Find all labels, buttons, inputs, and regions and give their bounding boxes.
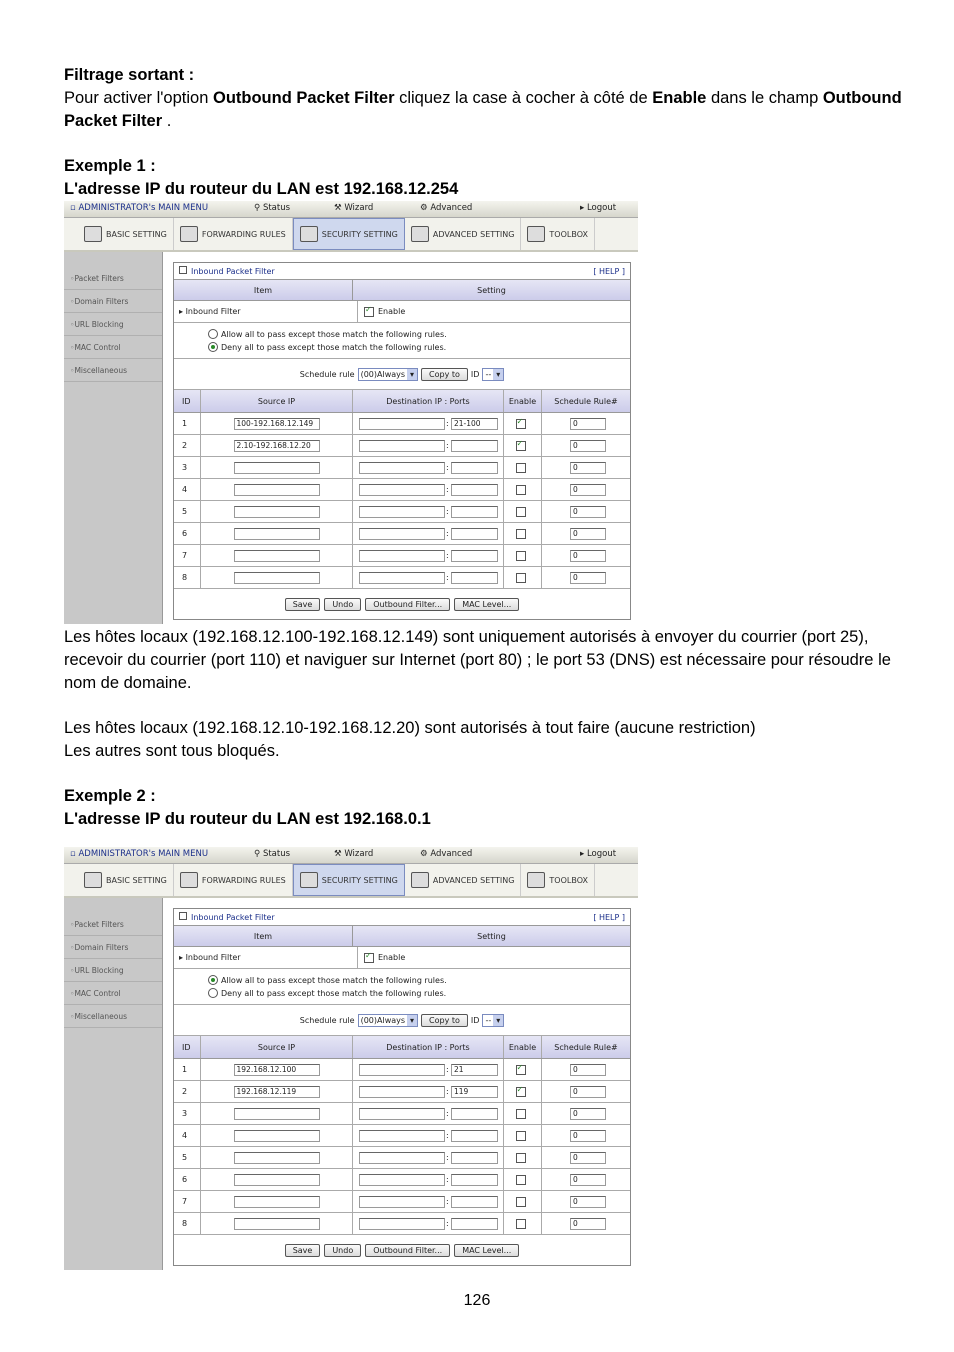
table-row bbox=[174, 545, 630, 567]
advanced-setting-icon bbox=[411, 226, 429, 242]
button-row bbox=[174, 1235, 630, 1265]
table-row bbox=[174, 1147, 630, 1169]
rules-table-header bbox=[174, 390, 630, 413]
rule-id: 3 bbox=[174, 457, 201, 478]
ports-input[interactable] bbox=[451, 484, 498, 496]
schedule-row bbox=[174, 1005, 630, 1036]
destination-ip-input[interactable] bbox=[359, 550, 445, 562]
example2-screenshot bbox=[64, 847, 638, 1270]
section-intro bbox=[64, 64, 904, 133]
ports-input[interactable]: 21 bbox=[451, 1064, 498, 1076]
allow-radio[interactable] bbox=[208, 329, 218, 339]
rule-id: 5 bbox=[174, 501, 201, 522]
col-setting-header: Setting bbox=[477, 931, 506, 941]
table-row bbox=[174, 479, 630, 501]
source-ip-input[interactable] bbox=[234, 1108, 320, 1120]
rule-enable-checkbox[interactable] bbox=[516, 463, 526, 473]
table-row bbox=[174, 1125, 630, 1147]
outbound-filter-button[interactable]: Outbound Filter... bbox=[365, 598, 450, 611]
intro-text: Pour activer l'option Outbound Packet Filter cliquez la case à cocher à côté de Enable dans le champ Outbound Packet Filter . bbox=[64, 89, 902, 130]
ports-input[interactable] bbox=[451, 506, 498, 518]
table-row bbox=[174, 523, 630, 545]
main-menu-link[interactable]: ▫ ADMINISTRATOR's MAIN MENU bbox=[70, 203, 209, 213]
basic-setting-icon bbox=[84, 872, 102, 888]
destination-ip-input[interactable] bbox=[359, 528, 445, 540]
port-separator: : bbox=[446, 1219, 449, 1228]
allow-radio-label: Allow all to pass except those match the following rules. bbox=[221, 329, 447, 339]
sidebar bbox=[64, 898, 163, 1270]
ports-input[interactable] bbox=[451, 1196, 498, 1208]
th-destination: Destination IP : Ports bbox=[353, 390, 504, 412]
rule-id: 6 bbox=[174, 1169, 201, 1190]
logout-link[interactable]: ▸ Logout bbox=[580, 203, 617, 213]
rule-enable-checkbox[interactable] bbox=[516, 1197, 526, 1207]
save-button[interactable]: Save bbox=[285, 1244, 321, 1257]
tab-security-setting[interactable]: SECURITY SETTING bbox=[293, 218, 405, 250]
toolbox-icon bbox=[527, 872, 545, 888]
advanced-setting-icon bbox=[411, 872, 429, 888]
rule-enable-checkbox[interactable] bbox=[516, 573, 526, 583]
filter-panel bbox=[173, 262, 631, 620]
schedule-rule-input[interactable]: 0 bbox=[570, 550, 606, 562]
undo-button[interactable]: Undo bbox=[324, 1244, 361, 1257]
schedule-rule-input[interactable]: 0 bbox=[570, 1130, 606, 1142]
schedule-rule-input[interactable]: 0 bbox=[570, 484, 606, 496]
deny-radio[interactable] bbox=[208, 988, 218, 998]
table-row bbox=[174, 1169, 630, 1191]
id-select[interactable]: -- ▾ bbox=[482, 1014, 504, 1027]
th-schedule: Schedule Rule# bbox=[554, 1042, 618, 1052]
example1-description: Les hôtes locaux (192.168.12.100-192.168.12.149) sont uniquement autorisés à envoyer du courrier (port 25), recevoir du courrier (port 110) et naviguer sur Internet (port 80) ; le port 53 (DNS) est nécessaire pour résoudre le nom de domaine. bbox=[64, 628, 891, 692]
schedule-rule-input[interactable]: 0 bbox=[570, 462, 606, 474]
destination-ip-input[interactable] bbox=[359, 506, 445, 518]
th-schedule: Schedule Rule# bbox=[554, 396, 618, 406]
schedule-rule-input[interactable]: 0 bbox=[570, 418, 606, 430]
ports-input[interactable] bbox=[451, 1152, 498, 1164]
table-row bbox=[174, 435, 630, 457]
filter-panel bbox=[173, 908, 631, 1266]
mac-level-button[interactable]: MAC Level... bbox=[454, 1244, 519, 1257]
port-separator: : bbox=[446, 551, 449, 560]
tab-basic-setting[interactable]: BASIC SETTING bbox=[78, 218, 174, 250]
rule-enable-checkbox[interactable] bbox=[516, 1065, 526, 1075]
panel-square-icon bbox=[179, 912, 187, 920]
source-ip-input[interactable] bbox=[234, 1174, 320, 1186]
destination-ip-input[interactable] bbox=[359, 1130, 445, 1142]
port-separator: : bbox=[446, 1197, 449, 1206]
destination-ip-input[interactable] bbox=[359, 1196, 445, 1208]
rules-table-header bbox=[174, 1036, 630, 1059]
th-id: ID bbox=[174, 390, 201, 412]
ports-input[interactable] bbox=[451, 1130, 498, 1142]
tab-advanced-setting[interactable]: ADVANCED SETTING bbox=[405, 218, 522, 250]
sidebar bbox=[64, 252, 163, 624]
port-separator: : bbox=[446, 441, 449, 450]
deny-radio-label: Deny all to pass except those match the following rules. bbox=[221, 342, 447, 352]
destination-ip-input[interactable] bbox=[359, 1086, 445, 1098]
source-ip-input[interactable] bbox=[234, 462, 320, 474]
destination-ip-input[interactable] bbox=[359, 1152, 445, 1164]
port-separator: : bbox=[446, 485, 449, 494]
enable-filter-checkbox[interactable] bbox=[364, 307, 374, 317]
rule-id: 6 bbox=[174, 523, 201, 544]
ports-input[interactable]: 119 bbox=[451, 1086, 498, 1098]
table-row bbox=[174, 1059, 630, 1081]
allow-radio-label: Allow all to pass except those match the following rules. bbox=[221, 975, 447, 985]
mode-radios bbox=[174, 323, 630, 359]
schedule-row bbox=[174, 359, 630, 390]
rule-id: 1 bbox=[174, 413, 201, 434]
rule-id: 2 bbox=[174, 1081, 201, 1102]
enable-label: Enable bbox=[378, 953, 406, 962]
port-separator: : bbox=[446, 1131, 449, 1140]
main-menu-link[interactable]: ▫ ADMINISTRATOR's MAIN MENU bbox=[70, 849, 209, 859]
top-menu-bar bbox=[64, 201, 638, 218]
rule-enable-checkbox[interactable] bbox=[516, 1087, 526, 1097]
tab-toolbox[interactable]: TOOLBOX bbox=[521, 864, 595, 896]
ports-input[interactable] bbox=[451, 462, 498, 474]
source-ip-input[interactable] bbox=[234, 1152, 320, 1164]
schedule-rule-input[interactable]: 0 bbox=[570, 1152, 606, 1164]
top-menu-bar bbox=[64, 847, 638, 864]
tab-basic-setting[interactable]: BASIC SETTING bbox=[78, 864, 174, 896]
mode-radios bbox=[174, 969, 630, 1005]
deny-radio[interactable] bbox=[208, 342, 218, 352]
source-ip-input[interactable] bbox=[234, 1130, 320, 1142]
example1-heading: Exemple 1 : L'adresse IP du routeur du LAN est 192.168.12.254 bbox=[64, 157, 459, 198]
ports-input[interactable] bbox=[451, 528, 498, 540]
security-setting-icon bbox=[300, 872, 318, 888]
schedule-rule-input[interactable]: 0 bbox=[570, 528, 606, 540]
deny-radio-label: Deny all to pass except those match the following rules. bbox=[221, 988, 447, 998]
th-source-ip: Source IP bbox=[201, 1036, 353, 1058]
schedule-rule-input[interactable]: 0 bbox=[570, 440, 606, 452]
panel-title: Inbound Packet Filter bbox=[191, 913, 275, 922]
port-separator: : bbox=[446, 507, 449, 516]
sidebar-item-domain-filters[interactable]: ◦ Domain Filters bbox=[64, 937, 162, 959]
rule-id: 8 bbox=[174, 1213, 201, 1234]
save-button[interactable]: Save bbox=[285, 598, 321, 611]
toolbox-icon bbox=[527, 226, 545, 242]
rules-table-body bbox=[174, 413, 630, 589]
schedule-rule-input[interactable]: 0 bbox=[570, 1218, 606, 1230]
schedule-select[interactable]: (00)Always ▾ bbox=[358, 1014, 418, 1027]
tab-toolbox[interactable]: TOOLBOX bbox=[521, 218, 595, 250]
sidebar-item-url-blocking[interactable]: ◦ URL Blocking bbox=[64, 314, 162, 336]
source-ip-input[interactable] bbox=[234, 1196, 320, 1208]
rule-enable-checkbox[interactable] bbox=[516, 1109, 526, 1119]
port-separator: : bbox=[446, 1087, 449, 1096]
destination-ip-input[interactable] bbox=[359, 1174, 445, 1186]
destination-ip-input[interactable] bbox=[359, 572, 445, 584]
col-setting-header: Setting bbox=[477, 285, 506, 295]
example1-note: Les hôtes locaux (192.168.12.10-192.168.12.20) sont autorisés à tout faire (aucune restriction) Les autres sont tous bloqués. bbox=[64, 719, 756, 760]
port-separator: : bbox=[446, 573, 449, 582]
panel-title-bar bbox=[174, 263, 630, 280]
advanced-link[interactable]: ⚙ Advanced bbox=[420, 203, 473, 213]
id-label: ID bbox=[470, 369, 480, 379]
help-link[interactable]: [ HELP ] bbox=[593, 266, 625, 276]
security-setting-icon bbox=[300, 226, 318, 242]
schedule-label: Schedule rule bbox=[299, 369, 355, 379]
sidebar-item-mac-control[interactable]: ◦ MAC Control bbox=[64, 983, 162, 1005]
basic-setting-icon bbox=[84, 226, 102, 242]
source-ip-input[interactable]: 2.10-192.168.12.20 bbox=[234, 440, 320, 452]
filter-label: Inbound Filter bbox=[185, 307, 241, 316]
rule-enable-checkbox[interactable] bbox=[516, 507, 526, 517]
rule-enable-checkbox[interactable] bbox=[516, 485, 526, 495]
wizard-link[interactable]: ⚒ Wizard bbox=[334, 849, 374, 859]
rule-id: 4 bbox=[174, 479, 201, 500]
id-select[interactable]: -- ▾ bbox=[482, 368, 504, 381]
rule-id: 8 bbox=[174, 567, 201, 588]
destination-ip-input[interactable] bbox=[359, 1064, 445, 1076]
panel-title-bar bbox=[174, 909, 630, 926]
rule-id: 5 bbox=[174, 1147, 201, 1168]
example1-screenshot bbox=[64, 201, 638, 624]
ports-input[interactable] bbox=[451, 1174, 498, 1186]
item-setting-header bbox=[174, 926, 630, 947]
destination-ip-input[interactable] bbox=[359, 462, 445, 474]
col-item-header: Item bbox=[174, 926, 353, 946]
forwarding-rules-icon bbox=[180, 226, 198, 242]
rule-id: 1 bbox=[174, 1059, 201, 1080]
copy-to-button[interactable]: Copy to bbox=[421, 1014, 468, 1027]
undo-button[interactable]: Undo bbox=[324, 598, 361, 611]
wizard-link[interactable]: ⚒ Wizard bbox=[334, 203, 374, 213]
filter-label: Inbound Filter bbox=[185, 953, 241, 962]
sidebar-item-packet-filters[interactable]: ◦ Packet Filters bbox=[64, 914, 162, 936]
forwarding-rules-icon bbox=[180, 872, 198, 888]
sidebar-item-miscellaneous[interactable]: ◦ Miscellaneous bbox=[64, 360, 162, 382]
tab-forwarding-rules[interactable]: FORWARDING RULES bbox=[174, 218, 293, 250]
logout-link[interactable]: ▸ Logout bbox=[580, 849, 617, 859]
rule-enable-checkbox[interactable] bbox=[516, 1175, 526, 1185]
table-row bbox=[174, 1191, 630, 1213]
status-link[interactable]: ⚲ Status bbox=[254, 203, 291, 213]
ports-input[interactable] bbox=[451, 1108, 498, 1120]
ports-input[interactable]: 21-100 bbox=[451, 418, 498, 430]
panel-title: Inbound Packet Filter bbox=[191, 267, 275, 276]
sidebar-item-mac-control[interactable]: ◦ MAC Control bbox=[64, 337, 162, 359]
tab-security-setting[interactable]: SECURITY SETTING bbox=[293, 864, 405, 896]
source-ip-input[interactable] bbox=[234, 506, 320, 518]
table-row bbox=[174, 1081, 630, 1103]
outbound-filter-button[interactable]: Outbound Filter... bbox=[365, 1244, 450, 1257]
rule-enable-checkbox[interactable] bbox=[516, 1219, 526, 1229]
panel-square-icon bbox=[179, 266, 187, 274]
ports-input[interactable] bbox=[451, 572, 498, 584]
source-ip-input[interactable] bbox=[234, 528, 320, 540]
destination-ip-input[interactable] bbox=[359, 418, 445, 430]
table-row bbox=[174, 1103, 630, 1125]
id-label: ID bbox=[470, 1015, 480, 1025]
schedule-rule-input[interactable]: 0 bbox=[570, 1196, 606, 1208]
th-source-ip: Source IP bbox=[201, 390, 353, 412]
section-heading: Filtrage sortant : bbox=[64, 66, 195, 84]
rule-id: 2 bbox=[174, 435, 201, 456]
th-enable: Enable bbox=[504, 390, 542, 412]
destination-ip-input[interactable] bbox=[359, 1108, 445, 1120]
schedule-select[interactable]: (00)Always ▾ bbox=[358, 368, 418, 381]
sidebar-item-domain-filters[interactable]: ◦ Domain Filters bbox=[64, 291, 162, 313]
sidebar-item-packet-filters[interactable]: ◦ Packet Filters bbox=[64, 268, 162, 290]
item-setting-header bbox=[174, 280, 630, 301]
source-ip-input[interactable] bbox=[234, 1218, 320, 1230]
col-item-header: Item bbox=[174, 280, 353, 300]
sidebar-item-url-blocking[interactable]: ◦ URL Blocking bbox=[64, 960, 162, 982]
status-link[interactable]: ⚲ Status bbox=[254, 849, 291, 859]
port-separator: : bbox=[446, 419, 449, 428]
ports-input[interactable] bbox=[451, 550, 498, 562]
port-separator: : bbox=[446, 463, 449, 472]
page-number: 126 bbox=[463, 1292, 491, 1309]
rule-enable-checkbox[interactable] bbox=[516, 1131, 526, 1141]
rule-enable-checkbox[interactable] bbox=[516, 441, 526, 451]
mac-level-button[interactable]: MAC Level... bbox=[454, 598, 519, 611]
destination-ip-input[interactable] bbox=[359, 1218, 445, 1230]
table-row bbox=[174, 413, 630, 435]
button-row bbox=[174, 589, 630, 619]
schedule-rule-input[interactable]: 0 bbox=[570, 506, 606, 518]
source-ip-input[interactable] bbox=[234, 484, 320, 496]
enable-filter-checkbox[interactable] bbox=[364, 953, 374, 963]
schedule-label: Schedule rule bbox=[299, 1015, 355, 1025]
advanced-link[interactable]: ⚙ Advanced bbox=[420, 849, 473, 859]
source-ip-input[interactable]: 100-192.168.12.149 bbox=[234, 418, 320, 430]
port-separator: : bbox=[446, 1065, 449, 1074]
example2-heading: Exemple 2 : L'adresse IP du routeur du LAN est 192.168.0.1 bbox=[64, 787, 431, 828]
table-row bbox=[174, 501, 630, 523]
main-tabs bbox=[64, 218, 638, 252]
allow-radio[interactable] bbox=[208, 975, 218, 985]
rule-id: 3 bbox=[174, 1103, 201, 1124]
destination-ip-input[interactable] bbox=[359, 484, 445, 496]
rule-enable-checkbox[interactable] bbox=[516, 529, 526, 539]
table-row bbox=[174, 567, 630, 589]
rule-enable-checkbox[interactable] bbox=[516, 419, 526, 429]
destination-ip-input[interactable] bbox=[359, 440, 445, 452]
port-separator: : bbox=[446, 1109, 449, 1118]
th-enable: Enable bbox=[504, 1036, 542, 1058]
table-row bbox=[174, 1213, 630, 1235]
rule-id: 7 bbox=[174, 1191, 201, 1212]
source-ip-input[interactable] bbox=[234, 550, 320, 562]
table-row bbox=[174, 457, 630, 479]
rule-enable-checkbox[interactable] bbox=[516, 1153, 526, 1163]
schedule-rule-input[interactable]: 0 bbox=[570, 572, 606, 584]
copy-to-button[interactable]: Copy to bbox=[421, 368, 468, 381]
schedule-rule-input[interactable]: 0 bbox=[570, 1174, 606, 1186]
source-ip-input[interactable]: 192.168.12.100 bbox=[234, 1064, 320, 1076]
ports-input[interactable] bbox=[451, 1218, 498, 1230]
main-tabs bbox=[64, 864, 638, 898]
tab-advanced-setting[interactable]: ADVANCED SETTING bbox=[405, 864, 522, 896]
rule-id: 7 bbox=[174, 545, 201, 566]
tab-forwarding-rules[interactable]: FORWARDING RULES bbox=[174, 864, 293, 896]
filter-row: ▸ Inbound Filter ✓ Enable bbox=[174, 947, 630, 969]
sidebar-item-miscellaneous[interactable]: ◦ Miscellaneous bbox=[64, 1006, 162, 1028]
th-destination: Destination IP : Ports bbox=[353, 1036, 504, 1058]
filter-row: ▸ Inbound Filter ✓ Enable bbox=[174, 301, 630, 323]
source-ip-input[interactable]: 192.168.12.119 bbox=[234, 1086, 320, 1098]
enable-label: Enable bbox=[378, 307, 406, 316]
source-ip-input[interactable] bbox=[234, 572, 320, 584]
port-separator: : bbox=[446, 1175, 449, 1184]
th-id: ID bbox=[174, 1036, 201, 1058]
ports-input[interactable] bbox=[451, 440, 498, 452]
schedule-rule-input[interactable]: 0 bbox=[570, 1064, 606, 1076]
schedule-rule-input[interactable]: 0 bbox=[570, 1086, 606, 1098]
schedule-rule-input[interactable]: 0 bbox=[570, 1108, 606, 1120]
help-link[interactable]: [ HELP ] bbox=[593, 912, 625, 922]
rule-id: 4 bbox=[174, 1125, 201, 1146]
port-separator: : bbox=[446, 1153, 449, 1162]
port-separator: : bbox=[446, 529, 449, 538]
rule-enable-checkbox[interactable] bbox=[516, 551, 526, 561]
rules-table-body bbox=[174, 1059, 630, 1235]
